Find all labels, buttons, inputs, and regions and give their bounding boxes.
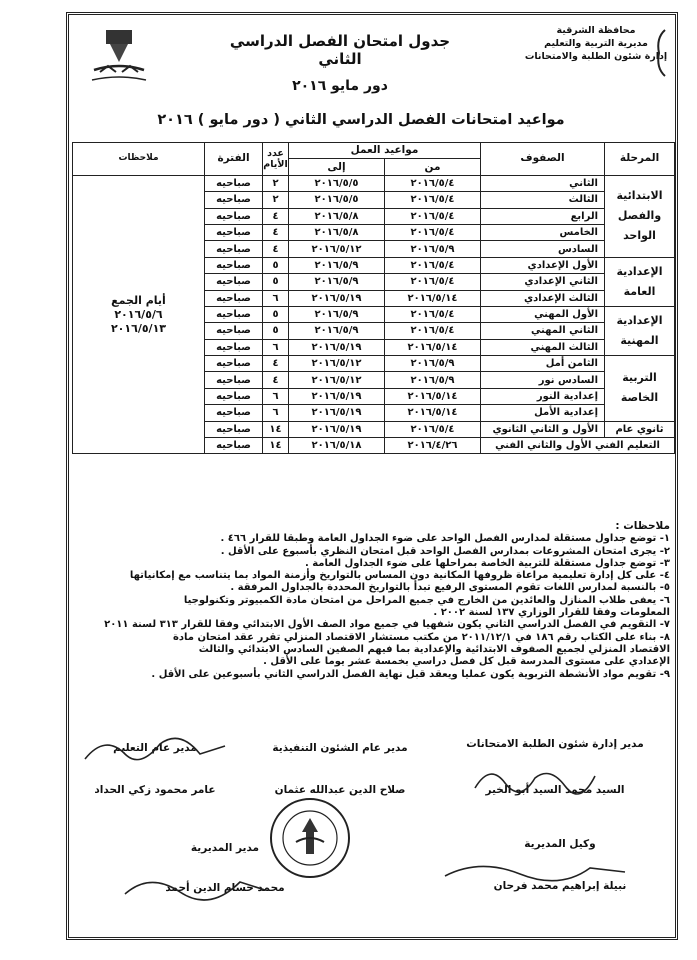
signature-name: عامر محمود زكي الحداد [94,784,216,796]
signature-executive-affairs [240,742,440,796]
period-cell: صباحيه [205,356,263,372]
header-from: من [385,159,481,175]
to-date-cell: ٢٠١٦/٥/١٢ [289,241,385,257]
ministry-emblem-icon [86,26,152,88]
stage-cell: التربية الخاصة [605,356,675,422]
notes-cell-line: ٢٠١٦/٥/١٣ [110,321,167,335]
to-date-cell: ٢٠١٦/٥/٩ [289,274,385,290]
period-cell: صباحيه [205,306,263,322]
stage-cell: الإعدادية المهنية [605,306,675,355]
from-date-cell: ٢٠١٦/٥/٤ [385,257,481,273]
grade-cell: إعدادية النور [481,388,605,404]
days-cell: ٥ [263,257,289,273]
from-date-cell: ٢٠١٦/٥/١٤ [385,290,481,306]
grade-cell: الثالث المهني [481,339,605,355]
from-date-cell: ٢٠١٦/٥/٤ [385,421,481,437]
signature-name: صلاح الدين عبدالله عثمان [274,784,406,796]
to-date-cell: ٢٠١٦/٥/٥ [289,175,385,191]
notes-cell-line: ٢٠١٦/٥/٦ [114,307,163,321]
bracket-ornament-icon [653,28,667,78]
period-cell: صباحيه [205,208,263,224]
from-date-cell: ٢٠١٦/٥/٩ [385,356,481,372]
handwritten-signature-icon [470,758,600,798]
to-date-cell: ٢٠١٦/٥/١٩ [289,388,385,404]
period-cell: صباحيه [205,421,263,437]
header-stage: المرحلة [605,143,675,176]
from-date-cell: ٢٠١٦/٥/٤ [385,306,481,322]
stage-cell: ثانوي عام [605,421,675,437]
to-date-cell: ٢٠١٦/٥/١٩ [289,339,385,355]
document-subtitle: دور مايو ٢٠١٦ [292,78,388,94]
note-item: ٧- التقويم في الفصل الدراسي الثاني يكون شفهيا في جميع مواد الصف الأول الابتدائي وفقا للقرار ٣١٣ لسنة ٢٠١١ [104,619,670,631]
days-cell: ٤ [263,356,289,372]
grade-cell: الخامس [481,224,605,240]
signature-title: مدير المديرية [190,842,260,854]
to-date-cell: ٢٠١٦/٥/١٨ [289,438,385,454]
days-cell: ٢ [263,192,289,208]
stage-cell: الابتدائية والفصل الواحد [605,175,675,257]
days-cell: ٦ [263,388,289,404]
from-date-cell: ٢٠١٦/٤/٢٦ [385,438,481,454]
handwritten-signature-icon [440,856,630,886]
note-item: المعلومات وفقا للقرار الوزاري ١٣٧ لسنة ٢٠٠٢ . [433,607,670,619]
issuer-header [521,24,671,63]
to-date-cell: ٢٠١٦/٥/٥ [289,192,385,208]
note-item: ٣- توضع جداول مستقلة للتربية الخاصة بمراحلها على ضوء الجداول العامة . [304,557,670,569]
header-grade: الصفوف [481,143,605,176]
note-item: ٤- على كل إدارة تعليمية مراعاة ظروفها المكانية دون المساس بالتواريخ وأزمنة المواد بما يتناسب مع إمكانياتها [129,570,670,582]
days-cell: ١٤ [263,438,289,454]
directorate-line: مديرية التربية والتعليم [544,38,648,49]
grade-cell: الأول المهني [481,306,605,322]
note-item: ٥- بالنسبة لمدارس اللغات تقوم المستوى الرفيع تبدأ بالتواريخ المحددة بالجداول المرفقة . [230,582,670,594]
header-period: الفترة [205,143,263,176]
days-cell: ٤ [263,372,289,388]
handwritten-signature-icon [80,724,230,774]
grade-cell: الرابع [481,208,605,224]
header-notes: ملاحظات [73,143,205,176]
to-date-cell: ٢٠١٦/٥/٨ [289,224,385,240]
note-item: الاقتصاد المنزلي لجميع الصفوف الابتدائية والإعدادية بما فيهم الصفين السادس الابتدائي والثالث [198,643,670,655]
to-date-cell: ٢٠١٦/٥/١٢ [289,356,385,372]
to-date-cell: ٢٠١٦/٥/٨ [289,208,385,224]
days-cell: ٥ [263,306,289,322]
from-date-cell: ٢٠١٦/٥/٤ [385,175,481,191]
from-date-cell: ٢٠١٦/٥/١٤ [385,388,481,404]
days-cell: ٦ [263,405,289,421]
to-date-cell: ٢٠١٦/٥/٩ [289,323,385,339]
notes-section [82,520,670,681]
note-item: ٢- يجرى امتحان المشروعات بمدارس الفصل الواحد قبل امتحان النظري بأسبوع على الأقل . [220,545,670,557]
from-date-cell: ٢٠١٦/٥/١٤ [385,405,481,421]
to-date-cell: ٢٠١٦/٥/١٩ [289,405,385,421]
days-cell: ٤ [263,208,289,224]
period-cell: صباحيه [205,323,263,339]
days-cell: ٥ [263,274,289,290]
from-date-cell: ٢٠١٦/٥/٩ [385,372,481,388]
from-date-cell: ٢٠١٦/٥/١٤ [385,339,481,355]
to-date-cell: ٢٠١٦/٥/٩ [289,257,385,273]
note-item: الإعدادي على مستوى المدرسة قبل كل فصل دراسي بخمسة عشر يوما على الأقل . [263,656,670,668]
days-cell: ١٤ [263,421,289,437]
days-cell: ٢ [263,175,289,191]
exam-schedule-table [72,142,675,454]
handwritten-signature-icon [120,866,270,906]
period-cell: صباحيه [205,405,263,421]
period-cell: صباحيه [205,257,263,273]
header-days: عدد الأيام [263,143,289,176]
days-cell: ٤ [263,224,289,240]
signature-title: وكيل المديرية [524,838,596,850]
signature-name: محمد حسام الدين أحمد [165,882,285,894]
signature-title: مدير عام الشئون التنفيذية [272,742,408,754]
grade-cell: الثامن أمل [481,356,605,372]
grade-cell: الثالث الإعدادي [481,290,605,306]
from-date-cell: ٢٠١٦/٥/٤ [385,274,481,290]
from-date-cell: ٢٠١٦/٥/٤ [385,208,481,224]
period-cell: صباحيه [205,372,263,388]
period-cell: صباحيه [205,290,263,306]
governorate-line: محافظة الشرقية [556,25,636,36]
merged-stage-cell: التعليم الفني الأول والثاني الفني [481,438,675,454]
note-item: ١- توضع جداول مستقلة لمدارس الفصل الواحد على ضوء الجداول العامة وطبقا للقرار ٤٦٦ . [220,533,670,545]
from-date-cell: ٢٠١٦/٥/٩ [385,241,481,257]
days-cell: ٦ [263,290,289,306]
to-date-cell: ٢٠١٦/٥/١٩ [289,290,385,306]
stage-cell: الإعدادية العامة [605,257,675,306]
schedule-title: مواعيد امتحانات الفصل الدراسي الثاني ( دور مايو ) ٢٠١٦ [157,112,565,128]
grade-cell: الأول و الثاني الثانوي [481,421,605,437]
to-date-cell: ٢٠١٦/٥/١٢ [289,372,385,388]
signature-title: مدير عام التعليم [113,742,197,754]
table-row [73,175,675,191]
grade-cell: السادس نور [481,372,605,388]
from-date-cell: ٢٠١٦/٥/٤ [385,192,481,208]
period-cell: صباحيه [205,241,263,257]
header-times: مواعيد العمل [289,143,481,159]
document-title-block [210,32,470,94]
period-cell: صباحيه [205,224,263,240]
signature-name: السيد محمد السيد أبو الخير [485,784,625,796]
from-date-cell: ٢٠١٦/٥/٤ [385,323,481,339]
period-cell: صباحيه [205,192,263,208]
period-cell: صباحيه [205,388,263,404]
from-date-cell: ٢٠١٦/٥/٤ [385,224,481,240]
signature-title: مدير إدارة شئون الطلبة الامتحانات [466,738,644,750]
to-date-cell: ٢٠١٦/٥/١٩ [289,421,385,437]
note-item: ٩- تقويم مواد الأنشطة التربوية يكون عمليا ويعقد قبل نهاية الفصل الدراسي الثاني بأسبوعين على الأقل . [151,668,670,680]
grade-cell: الثاني [481,175,605,191]
period-cell: صباحيه [205,175,263,191]
grade-cell: الثاني المهني [481,323,605,339]
days-cell: ٥ [263,323,289,339]
notes-cell-line: أيام الجمع [111,293,166,307]
period-cell: صباحيه [205,438,263,454]
grade-cell: الثاني الإعدادي [481,274,605,290]
grade-cell: الأول الإعدادي [481,257,605,273]
to-date-cell: ٢٠١٦/٥/٩ [289,306,385,322]
notes-cell [73,175,205,454]
header-to: إلى [289,159,385,175]
period-cell: صباحيه [205,274,263,290]
days-cell: ٤ [263,241,289,257]
signature-name: نبيلة إبراهيم محمد فرحان [493,880,627,892]
department-line: إدارة شئون الطلبة والامتحانات [524,51,668,62]
grade-cell: الثالث [481,192,605,208]
official-stamp-icon [268,796,352,880]
period-cell: صباحيه [205,339,263,355]
grade-cell: السادس [481,241,605,257]
document-title: جدول امتحان الفصل الدراسي الثاني [229,32,451,68]
note-item: ٦- يعفى طلاب المنازل والعائدين من الخارج في جميع المراحل من امتحان مادة الكمبيوتر وتكنولوجيا [183,594,670,606]
notes-heading: ملاحظات : [615,520,670,532]
grade-cell: إعدادية الأمل [481,405,605,421]
note-item: ٨- بناء على الكتاب رقم ١٨٦ في ٢٠١١/١٢/١ من مكتب مستشار الاقتصاد المنزلي تقرر عقد امتحان مادة [173,631,670,643]
days-cell: ٦ [263,339,289,355]
